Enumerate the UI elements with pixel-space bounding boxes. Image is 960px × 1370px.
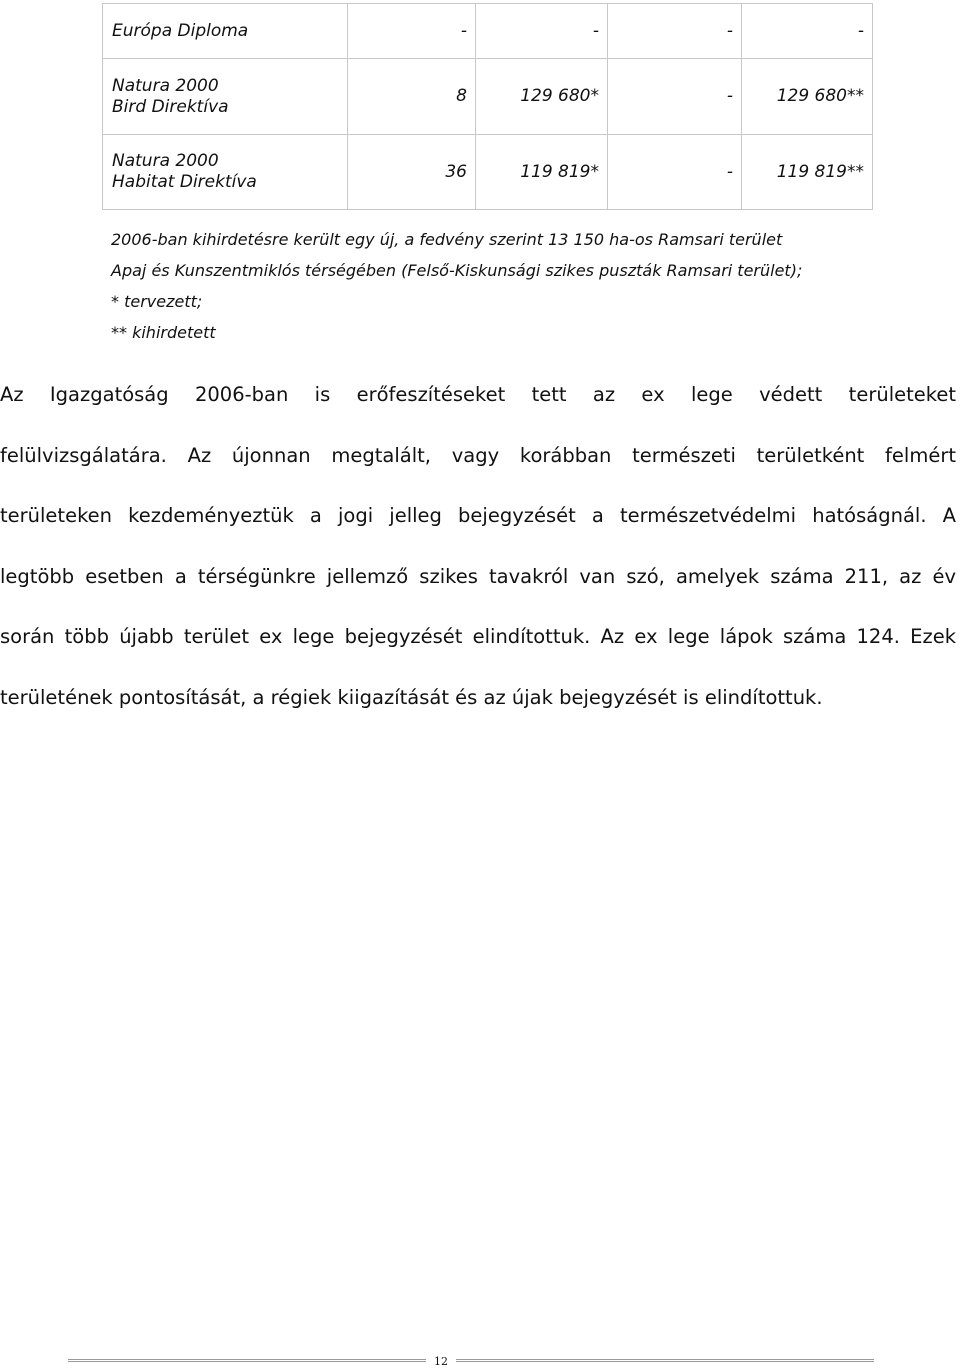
table-row [103, 135, 873, 210]
paragraph-line: felülvizsgálatára. Az újonnan megtalált, vagy korábban természeti területként felmért [0, 443, 956, 467]
paragraph-line: területének pontosítását, a régiek kiigazítását és az újak bejegyzését is elindítottuk. [0, 685, 823, 709]
table-cell: 129 680* [476, 59, 608, 135]
footer-rule-right [456, 1359, 874, 1362]
paragraph-line: legtöbb esetben a térségünkre jellemző szikes tavakról van szó, amelyek száma 211, az év [0, 564, 956, 588]
table-notes [111, 224, 871, 348]
row-label: Natura 2000 Habitat Direktíva [103, 135, 348, 210]
table-cell: - [742, 4, 873, 59]
row-label: Natura 2000 Bird Direktíva [103, 59, 348, 135]
table-cell: 119 819** [742, 135, 873, 210]
note-line: Apaj és Kunszentmiklós térségében (Felső-Kiskunsági szikes puszták Ramsari terület); [111, 261, 803, 280]
paragraph-line: területeken kezdeményeztük a jogi jelleg bejegyzését a természetvédelmi hatóságnál. A [0, 504, 956, 528]
table-cell: - [608, 59, 742, 135]
table-cell: 8 [348, 59, 476, 135]
table-cell: - [476, 4, 608, 59]
table-row [103, 4, 873, 59]
row-label: Európa Diploma [103, 4, 348, 59]
page-number: 12 [434, 1355, 448, 1368]
note-line: * tervezett; [111, 292, 203, 311]
table-cell: - [608, 4, 742, 59]
table-cell: 119 819* [476, 135, 608, 210]
table-cell: 36 [348, 135, 476, 210]
paragraph-line: során több újabb terület ex lege bejegyzését elindítottuk. Az ex lege lápok száma 124. Ezek [0, 625, 956, 649]
paragraph-line: Az Igazgatóság 2006-ban is erőfeszítéseket tett az ex lege védett területeket [0, 383, 956, 406]
note-line: 2006-ban kihirdetésre került egy új, a fedvény szerint 13 150 ha-os Ramsari terület [111, 230, 783, 249]
protected-areas-table [102, 3, 873, 210]
footer-rule-left [68, 1359, 426, 1362]
table-cell: - [348, 4, 476, 59]
table-row [103, 59, 873, 135]
body-paragraph [0, 365, 956, 729]
table-cell: - [608, 135, 742, 210]
note-line: ** kihirdetett [111, 323, 216, 342]
table-cell: 129 680** [742, 59, 873, 135]
